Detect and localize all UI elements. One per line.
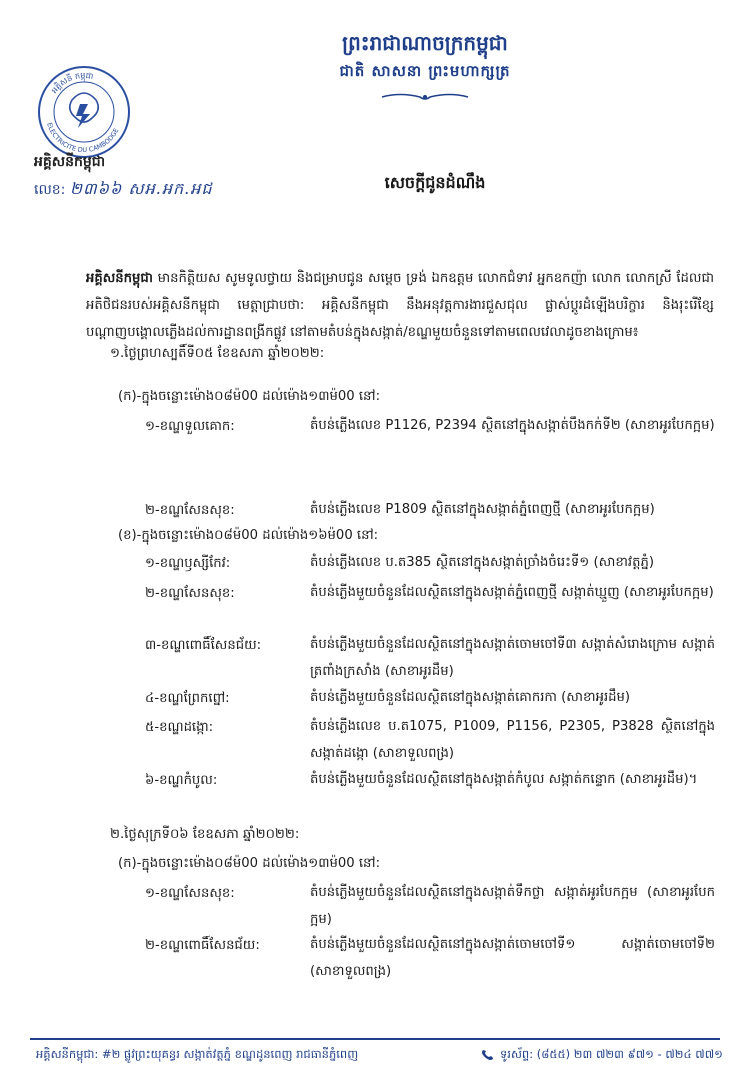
day2-slot-a: (ក)-ក្នុងចន្លោះម៉ោង០៨ម៉00 ដល់ម៉ោង១៣ម៉00 នៅ: (118, 856, 381, 871)
list-item-label: ៦-ខណ្ឌកំបូល: (145, 773, 218, 788)
list-item-label: ១-ខណ្ឌឫស្សីកែវ: (145, 556, 231, 571)
reference-value: ២៣៦៦ សអ.អក.អជ (69, 179, 213, 198)
national-motto: ជាតិ សាសនា ព្រះមហាក្សត្រ (339, 62, 511, 80)
list-item-label: ១-ខណ្ឌទួលគោក: (145, 419, 235, 434)
list-item-desc: តំបន់ភ្លើងមួយចំនួនដែលស្ថិតនៅក្នុងសង្កាត់ចោមចៅទី១ សង្កាត់ចោមចៅទី២ (សាខាទួលពង្រ) (310, 937, 715, 979)
list-item-desc: តំបន់ភ្លើងមួយចំនួនដែលស្ថិតនៅក្នុងសង្កាត់ចោមចៅទី៣ សង្កាត់សំរោងក្រោម សង្កាត់ត្រពាំងក្រសាំង (សាខាអូរដឹម) (310, 637, 715, 679)
footer-address: អគ្គិសនីកម្ពុជា: #២ ផ្លូវព្រះយុគន្ធរ សង្កាត់វត្តភ្នំ ខណ្ឌដូនពេញ រាជធានីភ្នំពេញ (36, 1047, 359, 1061)
day2-title: ២.ថ្ងៃសុក្រទី០៦ ខែឧសភា ឆ្នាំ២០២២: (110, 827, 300, 842)
list-item-label: ៤-ខណ្ឌព្រែកព្នៅ: (145, 691, 230, 706)
list-item-label: ២-ខណ្ឌពោធិ៍សែនជ័យ: (145, 938, 260, 953)
edc-seal-logo-icon (36, 64, 132, 160)
list-item-desc: តំបន់ភ្លើងមួយចំនួនដែលស្ថិតនៅក្នុងសង្កាត់ទឹកថ្លា សង្កាត់អូរបែកក្អម (សាខាអូរបែកក្អម) (310, 885, 715, 927)
intro-text: មានកិត្តិយស សូមទូលថ្វាយ និងជម្រាបជូន សម្តេច ទ្រង់ ឯកឧត្តម លោកជំទាវ អ្នកឧកញ៉ា លោក លោកស្រី ដែលជាអតិថិជនរបស់អគ្គិសនីកម្ពុជា មេត្តាជ្រាបថា: អគ្គិសនីកម្ពុជា នឹងអនុវត្តការងារជួសជុល ផ្លាស់ប្តូរដំឡើងបរិក្ខារ និងរុះរើខ្សែបណ្តាញបង្គោលភ្លើងដល់ការដ្ឋានពង្រីកផ្លូវ នៅតាមតំបន់ក្នុងសង្កាត់/ខណ្ឌមួយចំនួនទៅតាមពេលវេលាដូចខាងក្រោម៖ (86, 271, 714, 340)
list-item-label: ២-ខណ្ឌសែនសុខ: (145, 503, 235, 518)
footer-divider (30, 1038, 720, 1040)
intro-org-bold: អគ្គិសនីកម្ពុជា (86, 271, 153, 286)
org-name: អគ្គិសនីកម្ពុជា (34, 154, 106, 170)
day1-title: ១.ថ្ងៃព្រហស្បតិ៍ទី០៥ ខែឧសភា ឆ្នាំ២០២២: (110, 346, 325, 361)
ornament-divider-icon (380, 92, 470, 102)
kingdom-heading: ព្រះរាជាណាចក្រកម្ពុជា (342, 31, 508, 55)
list-item-desc: តំបន់ភ្លើងលេខ ប.ត1075, P1009, P1156, P2305, P3828 ស្ថិតនៅក្នុងសង្កាត់ដង្កោ (សាខាទួលពង្រ) (310, 719, 715, 761)
list-item-label: ៥-ខណ្ឌដង្កោ: (145, 720, 214, 735)
list-item-desc: តំបន់ភ្លើងមួយចំនួនដែលស្ថិតនៅក្នុងសង្កាត់កំបូល សង្កាត់កន្ទោក (សាខាអូរដឹម)។ (310, 772, 698, 787)
list-item-desc: តំបន់ភ្លើងមួយចំនួនដែលស្ថិតនៅក្នុងសង្កាត់ភ្នំពេញថ្មី សង្កាត់ឃ្មួញ (សាខាអូរបែកក្អម) (310, 585, 714, 600)
document-title: សេចក្តីជូនដំណឹង (384, 173, 486, 192)
footer-phone-text: ទូរស័ព្ទ: (៨៥៥) ២៣ ៧២៣ ៩៧១ - ៧២៤ ៧៧១ (500, 1047, 723, 1061)
list-item-desc: តំបន់ភ្លើងលេខ ប.ត385 ស្ថិតនៅក្នុងសង្កាត់ច្រាំងចំរេះទី១ (សាខាវត្តភ្នំ) (310, 555, 654, 570)
footer-phone (480, 1047, 723, 1064)
list-item-label: ១-ខណ្ឌសែនសុខ: (145, 886, 235, 901)
list-item-desc: តំបន់ភ្លើងមួយចំនួនដែលស្ថិតនៅក្នុងសង្កាត់គោករកា (សាខាអូរដឹម) (310, 690, 631, 705)
list-item-desc: តំបន់ភ្លើងលេខ P1126, P2394 ស្ថិតនៅក្នុងសង្កាត់បឹងកក់ទី២ (សាខាអូរបែកក្អម) (310, 418, 715, 433)
intro-paragraph (86, 265, 714, 346)
day1-slot-a: (ក)-ក្នុងចន្លោះម៉ោង០៨ម៉00 ដល់ម៉ោង១៣ម៉00 នៅ: (118, 389, 381, 404)
svg-text:ELECTRICITE DU CAMBODGE: ELECTRICITE DU CAMBODGE (45, 121, 121, 155)
list-item-desc: តំបន់ភ្លើងលេខ P1809 ស្ថិតនៅក្នុងសង្កាត់ភ្នំពេញថ្មី (សាខាអូរបែកក្អម) (310, 502, 655, 517)
day1-slot-b: (ខ)-ក្នុងចន្លោះម៉ោង០៨ម៉00 ដល់ម៉ោង១៦ម៉00 នៅ: (118, 528, 379, 543)
list-item-label: ៣-ខណ្ឌពោធិ៍សែនជ័យ: (145, 638, 262, 653)
phone-icon (480, 1048, 496, 1062)
svg-text:អគ្គិសនី កម្ពុជា: អគ្គិសនី កម្ពុជា (49, 70, 95, 95)
list-item-label: ២-ខណ្ឌសែនសុខ: (145, 586, 235, 601)
reference-number (34, 178, 304, 202)
reference-label: លេខ: (34, 182, 66, 198)
